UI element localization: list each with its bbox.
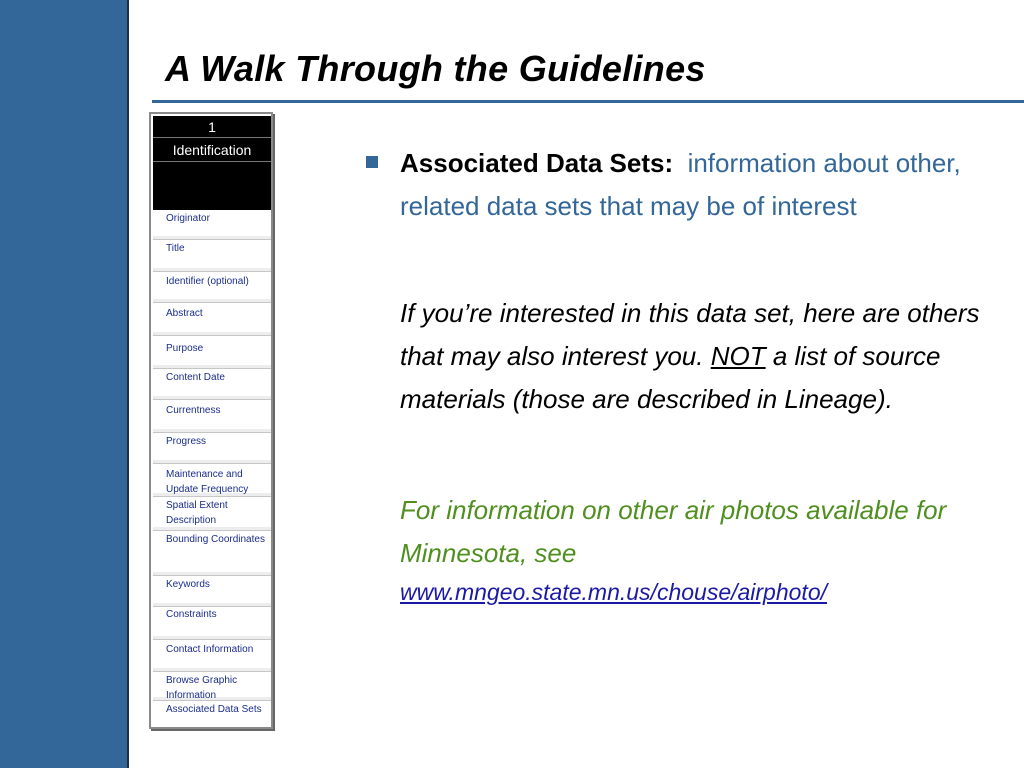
sidebar-item-originator[interactable] [153, 210, 271, 240]
sidebar-item-currentness[interactable] [153, 400, 271, 433]
sidebar-item-contact-information[interactable] [153, 640, 271, 672]
sidebar-item-label: Purpose [166, 343, 204, 354]
sidebar-item-content-date[interactable] [153, 369, 271, 400]
sidebar-item-label: Keywords [166, 579, 210, 590]
section-number: 1 [153, 116, 271, 138]
section-label: Identification [153, 138, 271, 162]
info-paragraph: For information on other air photos available for Minnesota, see [400, 495, 947, 568]
sidebar-item-label: Constraints [166, 609, 217, 620]
sidebar-item-label: Progress [166, 436, 207, 447]
sidebar-item-spatial-extent[interactable] [153, 497, 271, 531]
sidebar-item-identifier[interactable] [153, 272, 271, 303]
sidebar-item-label: Identifier (optional) [166, 276, 249, 287]
note-paragraph [400, 292, 990, 421]
sidebar-item-keywords[interactable] [153, 576, 271, 607]
sidebar-section-header [153, 116, 271, 210]
square-bullet-icon [366, 156, 378, 168]
sidebar-item-label: Title [166, 243, 185, 254]
bullet-term: Associated Data Sets: [400, 148, 674, 178]
sidebar-item-associated-data-sets[interactable] [153, 701, 271, 727]
sidebar-item-label: Bounding Coordinates [166, 534, 265, 545]
bullet-paragraph [400, 142, 990, 228]
sidebar-item-title[interactable] [153, 240, 271, 272]
sidebar-item-label: Browse Graphic Information [166, 675, 238, 701]
title-divider [152, 100, 1024, 103]
airphoto-link[interactable]: www.mngeo.state.mn.us/chouse/airphoto/ [400, 579, 828, 605]
sidebar-item-maintenance[interactable] [153, 464, 271, 497]
sidebar-item-label: Originator [166, 213, 210, 224]
sidebar-item-label: Abstract [166, 308, 203, 319]
sidebar-item-browse-graphic[interactable] [153, 672, 271, 701]
sidebar-item-label: Contact Information [166, 644, 254, 655]
left-accent-bar [0, 0, 129, 768]
slide-title: A Walk Through the Guidelines [165, 48, 706, 89]
note-text-before: If you’re interested in this data set, here are others that may also interest you. [400, 298, 980, 371]
sidebar-item-label: Maintenance and Update Frequency [166, 469, 249, 495]
sidebar-item-progress[interactable] [153, 433, 271, 464]
sidebar-item-abstract[interactable] [153, 303, 271, 336]
note-emphasis: NOT [710, 341, 766, 371]
sidebar-item-label: Content Date [166, 372, 225, 383]
sidebar-item-bounding-coordinates[interactable] [153, 531, 271, 576]
sidebar-item-label: Currentness [166, 405, 221, 416]
sidebar-item-constraints[interactable] [153, 607, 271, 640]
sidebar-item-label: Spatial Extent Description [166, 500, 228, 526]
bullet-definition: information about other, related data sets that may be of interest [400, 148, 961, 221]
note-text-after: a list of source materials (those are described in Lineage). [400, 341, 941, 414]
sidebar-item-label: Associated Data Sets [166, 704, 262, 715]
guidelines-sidebar [149, 112, 273, 729]
sidebar-item-purpose[interactable] [153, 336, 271, 369]
